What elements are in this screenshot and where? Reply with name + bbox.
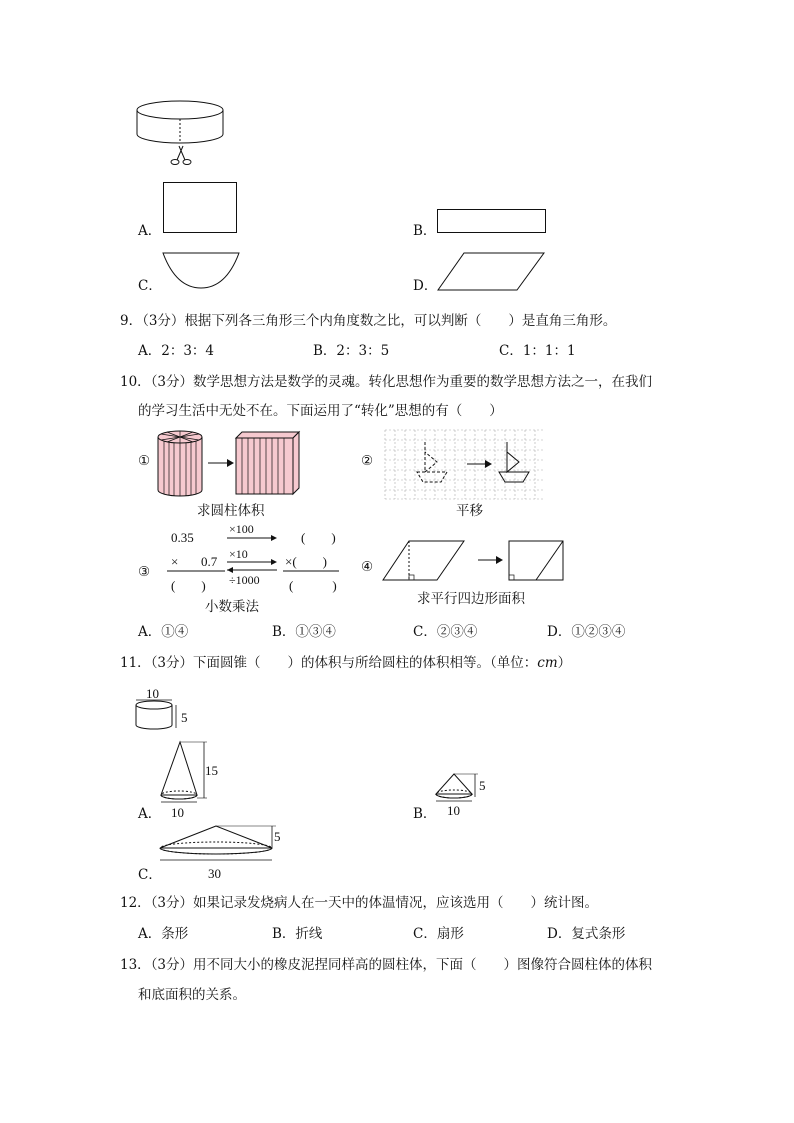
q12-number: 12． xyxy=(120,895,151,911)
q12-option-d[interactable]: D．复式条形 xyxy=(547,926,626,942)
q9-option-a[interactable]: A．2：3：4 xyxy=(138,343,215,359)
q10-line1: 数学思想方法是数学的灵魂。转化思想作为重要的数学思想方法之一，在我们 xyxy=(193,374,653,390)
q11-option-a-label[interactable]: A． xyxy=(138,806,162,822)
q11-option-a-height: 15 xyxy=(205,763,218,778)
q12-option-b[interactable]: B．折线 xyxy=(272,926,323,942)
q10-product-blank: ( ) xyxy=(171,578,206,593)
q11-option-b-label[interactable]: B． xyxy=(413,806,437,822)
q10-stem-line2: 的学习生活中无处不在。下面运用了“转化”思想的有（ ） xyxy=(138,403,503,419)
q8-option-a-label[interactable]: A． xyxy=(138,223,162,239)
scissors-icon xyxy=(171,146,191,165)
q11-given-cylinder-figure xyxy=(134,686,204,734)
q8-option-a-rectangle xyxy=(163,182,239,234)
q13-stem-line2: 和底面积的关系。 xyxy=(138,987,246,1003)
q11-option-a-cone-figure xyxy=(158,738,228,820)
q9-text: 根据下列各三角形三个内角度数之比，可以判断（ ）是直角三角形。 xyxy=(184,313,617,329)
q10-factor-1: 0.35 xyxy=(171,530,194,545)
q13-stem-line1 xyxy=(120,956,652,974)
q12-option-a[interactable]: A．条形 xyxy=(138,926,189,942)
q11-stem xyxy=(120,654,571,672)
q11-option-c-height: 5 xyxy=(274,829,281,844)
q10-result-2: ×( ) xyxy=(285,554,327,569)
q10-translation-grid-figure xyxy=(385,430,545,500)
q10-option-b[interactable]: B．①③④ xyxy=(272,624,336,640)
q12-score: （3分） xyxy=(150,895,194,911)
q9-option-b[interactable]: B．2：3：5 xyxy=(313,343,390,359)
q11-close: ） xyxy=(557,655,572,671)
q10-op-times-10: ×10 xyxy=(229,547,248,561)
q10-result-1: ( ) xyxy=(301,530,336,545)
q9-option-c[interactable]: C．1：1：1 xyxy=(499,343,576,359)
q11-cylinder-height: 5 xyxy=(181,710,188,725)
q10-times-sign: × xyxy=(171,554,179,569)
q10-option-d[interactable]: D．①②③④ xyxy=(547,624,626,640)
q12-option-c[interactable]: C．扇形 xyxy=(413,926,464,942)
q11-option-b-height: 5 xyxy=(479,778,486,793)
q10-panel4-caption: 求平行四边形面积 xyxy=(417,591,525,607)
q10-panel2-caption: 平移 xyxy=(456,503,483,519)
q10-number: 10． xyxy=(120,374,151,390)
q10-panel4-marker: ④ xyxy=(361,559,374,575)
q11-text: 下面圆锥（ ）的体积与所给圆柱的体积相等。（单位： xyxy=(193,655,538,671)
cut-cylinder-figure xyxy=(135,100,235,175)
q8-option-b-label[interactable]: B． xyxy=(413,223,437,239)
q10-result-3: ( ) xyxy=(289,578,337,593)
q10-panel3-caption: 小数乘法 xyxy=(205,599,259,615)
q10-option-c[interactable]: C．②③④ xyxy=(413,624,478,640)
q13-score: （3分） xyxy=(150,957,194,973)
q8-option-c-label[interactable]: C． xyxy=(138,278,162,294)
q10-panel3-marker: ③ xyxy=(138,564,151,580)
q8-option-c-sector xyxy=(162,252,242,292)
q12-stem xyxy=(120,894,598,912)
q9-score: （3分） xyxy=(142,313,185,329)
q10-panel1-caption: 求圆柱体积 xyxy=(197,503,265,519)
q10-panel1-marker: ① xyxy=(138,453,151,469)
q13-number: 13． xyxy=(120,957,151,973)
q10-parallelogram-to-rectangle-figure xyxy=(382,540,567,582)
q10-score: （3分） xyxy=(150,374,194,390)
q12-text: 如果记录发烧病人在一天中的体温情况，应该选用（ ）统计图。 xyxy=(193,895,599,911)
q10-option-a[interactable]: A．①④ xyxy=(138,624,189,640)
q11-unit: cm xyxy=(537,655,558,671)
q11-option-c-diameter: 30 xyxy=(208,866,221,881)
q8-option-d-parallelogram xyxy=(437,252,547,292)
q11-cylinder-diameter: 10 xyxy=(146,686,159,701)
q11-score: （3分） xyxy=(150,655,194,671)
q8-option-d-label[interactable]: D． xyxy=(413,278,438,294)
q10-factor-2: 0.7 xyxy=(201,554,218,569)
q10-decimal-multiplication-figure xyxy=(165,524,345,599)
q13-line1: 用不同大小的橡皮泥捏同样高的圆柱体，下面（ ）图像符合圆柱体的体积 xyxy=(193,957,653,973)
q10-stem-line1 xyxy=(120,373,652,391)
q10-panel2-marker: ② xyxy=(361,453,374,469)
q9-stem xyxy=(120,312,616,330)
q10-cylinder-to-box-figure xyxy=(157,430,302,496)
q11-option-c-label[interactable]: C． xyxy=(138,867,162,883)
q10-op-times-100: ×100 xyxy=(229,522,254,536)
q11-option-b-cone-figure xyxy=(434,772,494,820)
q10-op-divide-1000: ÷1000 xyxy=(229,573,260,587)
q9-number: 9． xyxy=(120,313,143,329)
q8-option-b-rectangle xyxy=(437,209,547,234)
q11-option-b-diameter: 10 xyxy=(447,803,460,818)
q11-option-a-diameter: 10 xyxy=(171,805,184,820)
q11-number: 11． xyxy=(120,655,151,671)
q11-option-c-cone-figure xyxy=(158,824,288,884)
